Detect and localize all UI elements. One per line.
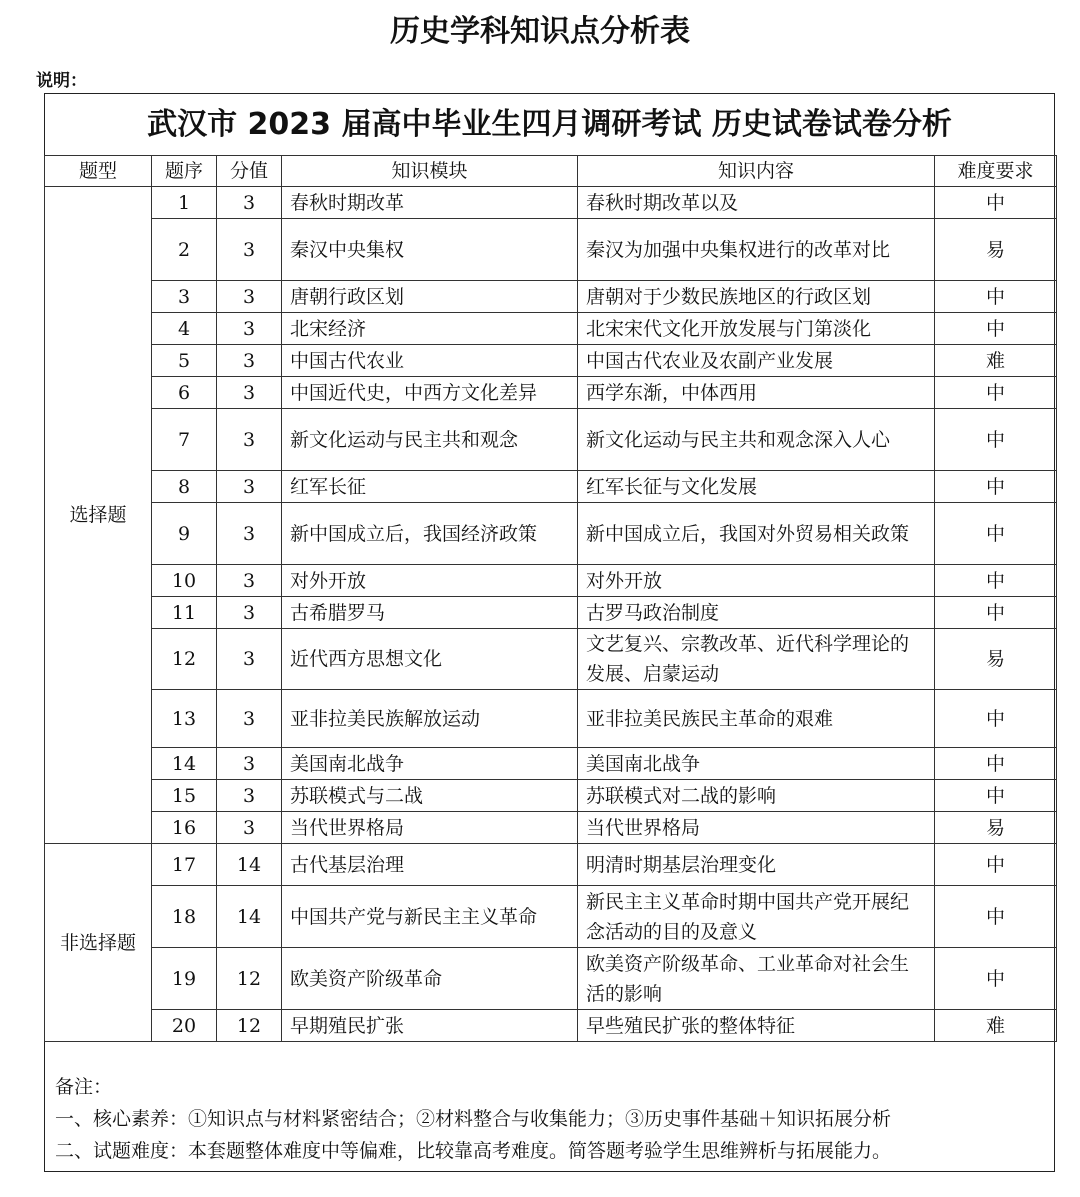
table-row (45, 948, 1057, 1010)
score-cell: 3 (217, 313, 282, 345)
module-cell: 亚非拉美民族解放运动 (282, 690, 578, 748)
question-number-cell: 17 (152, 844, 217, 886)
difficulty-cell: 中 (935, 503, 1057, 565)
question-number-cell: 11 (152, 597, 217, 629)
score-cell: 3 (217, 597, 282, 629)
module-cell: 北宋经济 (282, 313, 578, 345)
question-number-cell: 3 (152, 281, 217, 313)
question-number-cell: 18 (152, 886, 217, 948)
score-cell: 14 (217, 886, 282, 948)
module-cell: 红军长征 (282, 471, 578, 503)
difficulty-cell: 中 (935, 948, 1057, 1010)
table-row (45, 812, 1057, 844)
content-cell: 北宋宋代文化开放发展与门第淡化 (578, 313, 935, 345)
table-row (45, 629, 1057, 690)
difficulty-cell: 中 (935, 565, 1057, 597)
table-row (45, 1010, 1057, 1042)
difficulty-cell: 中 (935, 471, 1057, 503)
page-title: 历史学科知识点分析表 (390, 14, 690, 49)
table-row (45, 219, 1057, 281)
score-cell: 3 (217, 377, 282, 409)
header-row (45, 156, 1057, 187)
content-cell: 秦汉为加强中央集权进行的改革对比 (578, 219, 935, 281)
score-cell: 3 (217, 503, 282, 565)
score-cell: 14 (217, 844, 282, 886)
score-cell: 3 (217, 812, 282, 844)
content-cell: 对外开放 (578, 565, 935, 597)
table-row (45, 281, 1057, 313)
table-row (45, 187, 1057, 219)
question-number-cell: 5 (152, 345, 217, 377)
group-label: 选择题 (45, 187, 152, 844)
content-cell: 早些殖民扩张的整体特征 (578, 1010, 935, 1042)
table-row (45, 471, 1057, 503)
remarks-line-1: 一、核心素养：①知识点与材料紧密结合；②材料整合与收集能力；③历史事件基础＋知识拓展分析 (55, 1108, 892, 1130)
module-cell: 美国南北战争 (282, 748, 578, 780)
table-row (45, 503, 1057, 565)
difficulty-cell: 中 (935, 377, 1057, 409)
score-cell: 3 (217, 690, 282, 748)
content-cell: 欧美资产阶级革命、工业革命对社会生活的影响 (578, 948, 935, 1010)
difficulty-cell: 易 (935, 812, 1057, 844)
header-score: 分值 (217, 156, 282, 187)
module-cell: 秦汉中央集权 (282, 219, 578, 281)
analysis-table (44, 155, 1057, 1042)
question-number-cell: 19 (152, 948, 217, 1010)
module-cell: 新文化运动与民主共和观念 (282, 409, 578, 471)
score-cell: 3 (217, 409, 282, 471)
table-row (45, 377, 1057, 409)
question-number-cell: 14 (152, 748, 217, 780)
table-title: 武汉市 2023 届高中毕业生四月调研考试 历史试卷试卷分析 (45, 94, 1054, 156)
score-cell: 3 (217, 345, 282, 377)
table-row (45, 780, 1057, 812)
question-number-cell: 15 (152, 780, 217, 812)
score-cell: 3 (217, 187, 282, 219)
score-cell: 3 (217, 748, 282, 780)
module-cell: 中国近代史，中西方文化差异 (282, 377, 578, 409)
difficulty-cell: 中 (935, 187, 1057, 219)
score-cell: 3 (217, 219, 282, 281)
difficulty-cell: 中 (935, 780, 1057, 812)
question-number-cell: 9 (152, 503, 217, 565)
difficulty-cell: 易 (935, 629, 1057, 690)
difficulty-cell: 易 (935, 219, 1057, 281)
module-cell: 春秋时期改革 (282, 187, 578, 219)
module-cell: 古希腊罗马 (282, 597, 578, 629)
module-cell: 近代西方思想文化 (282, 629, 578, 690)
score-cell: 3 (217, 780, 282, 812)
header-number: 题序 (152, 156, 217, 187)
module-cell: 欧美资产阶级革命 (282, 948, 578, 1010)
content-cell: 苏联模式对二战的影响 (578, 780, 935, 812)
score-cell: 3 (217, 629, 282, 690)
content-cell: 春秋时期改革以及 (578, 187, 935, 219)
question-number-cell: 2 (152, 219, 217, 281)
content-cell: 文艺复兴、宗教改革、近代科学理论的发展、启蒙运动 (578, 629, 935, 690)
module-cell: 中国古代农业 (282, 345, 578, 377)
remarks-line-2: 二、试题难度：本套题整体难度中等偏难，比较靠高考难度。简答题考验学生思维辨析与拓展能力。 (55, 1140, 892, 1162)
question-number-cell: 12 (152, 629, 217, 690)
content-cell: 红军长征与文化发展 (578, 471, 935, 503)
module-cell: 古代基层治理 (282, 844, 578, 886)
table-row (45, 409, 1057, 471)
header-difficulty: 难度要求 (935, 156, 1057, 187)
score-cell: 12 (217, 1010, 282, 1042)
question-number-cell: 13 (152, 690, 217, 748)
question-number-cell: 10 (152, 565, 217, 597)
content-cell: 美国南北战争 (578, 748, 935, 780)
table-row (45, 313, 1057, 345)
module-cell: 中国共产党与新民主主义革命 (282, 886, 578, 948)
module-cell: 当代世界格局 (282, 812, 578, 844)
difficulty-cell: 难 (935, 1010, 1057, 1042)
module-cell: 新中国成立后，我国经济政策 (282, 503, 578, 565)
difficulty-cell: 中 (935, 281, 1057, 313)
analysis-table-frame (44, 93, 1055, 1172)
score-cell: 3 (217, 565, 282, 597)
content-cell: 中国古代农业及农副产业发展 (578, 345, 935, 377)
difficulty-cell: 难 (935, 345, 1057, 377)
content-cell: 亚非拉美民族民主革命的艰难 (578, 690, 935, 748)
question-number-cell: 1 (152, 187, 217, 219)
content-cell: 明清时期基层治理变化 (578, 844, 935, 886)
difficulty-cell: 中 (935, 597, 1057, 629)
content-cell: 新文化运动与民主共和观念深入人心 (578, 409, 935, 471)
question-number-cell: 16 (152, 812, 217, 844)
header-content: 知识内容 (578, 156, 935, 187)
content-cell: 新民主主义革命时期中国共产党开展纪念活动的目的及意义 (578, 886, 935, 948)
header-type: 题型 (45, 156, 152, 187)
content-cell: 古罗马政治制度 (578, 597, 935, 629)
difficulty-cell: 中 (935, 886, 1057, 948)
remarks (55, 1071, 1045, 1167)
difficulty-cell: 中 (935, 748, 1057, 780)
module-cell: 对外开放 (282, 565, 578, 597)
content-cell: 当代世界格局 (578, 812, 935, 844)
table-row (45, 597, 1057, 629)
question-number-cell: 7 (152, 409, 217, 471)
table-row (45, 748, 1057, 780)
difficulty-cell: 中 (935, 313, 1057, 345)
question-number-cell: 8 (152, 471, 217, 503)
difficulty-cell: 中 (935, 690, 1057, 748)
table-row (45, 565, 1057, 597)
table-row (45, 844, 1057, 886)
question-number-cell: 4 (152, 313, 217, 345)
content-cell: 新中国成立后，我国对外贸易相关政策 (578, 503, 935, 565)
table-row (45, 345, 1057, 377)
module-cell: 苏联模式与二战 (282, 780, 578, 812)
question-number-cell: 6 (152, 377, 217, 409)
difficulty-cell: 中 (935, 409, 1057, 471)
score-cell: 12 (217, 948, 282, 1010)
content-cell: 西学东渐，中体西用 (578, 377, 935, 409)
header-module: 知识模块 (282, 156, 578, 187)
remarks-label: 备注： (55, 1076, 113, 1098)
question-number-cell: 20 (152, 1010, 217, 1042)
score-cell: 3 (217, 281, 282, 313)
table-row (45, 690, 1057, 748)
note-label: 说明： (36, 71, 87, 91)
difficulty-cell: 中 (935, 844, 1057, 886)
table-row (45, 886, 1057, 948)
group-label: 非选择题 (45, 844, 152, 1042)
score-cell: 3 (217, 471, 282, 503)
content-cell: 唐朝对于少数民族地区的行政区划 (578, 281, 935, 313)
module-cell: 早期殖民扩张 (282, 1010, 578, 1042)
module-cell: 唐朝行政区划 (282, 281, 578, 313)
